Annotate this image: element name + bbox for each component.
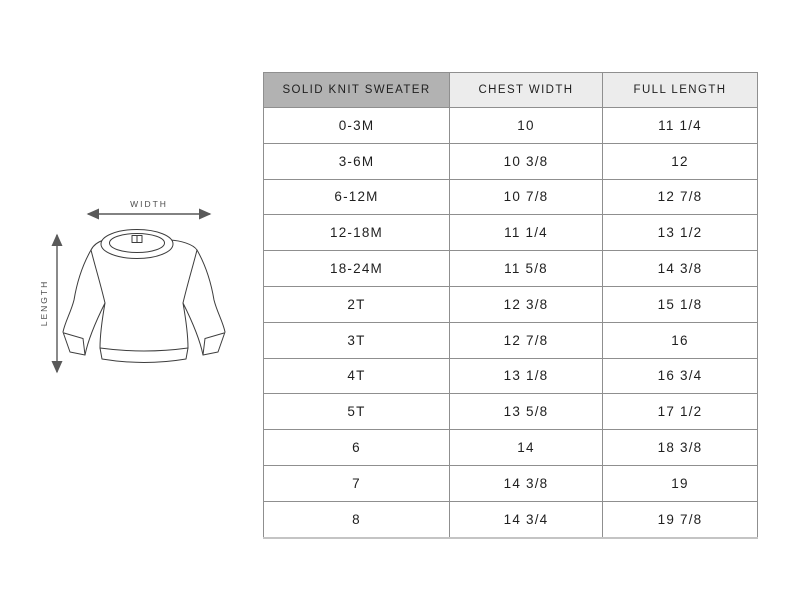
size-cell: 6 xyxy=(264,430,450,466)
size-cell: 2T xyxy=(264,286,450,322)
chest-width-cell: 10 7/8 xyxy=(450,179,603,215)
size-cell: 8 xyxy=(264,501,450,537)
table-row xyxy=(264,108,758,144)
full-length-cell: 16 xyxy=(603,322,758,358)
chest-width-cell: 14 xyxy=(450,430,603,466)
chest-width-cell: 10 3/8 xyxy=(450,143,603,179)
chest-width-cell: 14 3/8 xyxy=(450,465,603,501)
sweater-measurement-diagram xyxy=(28,190,243,390)
table-row xyxy=(264,251,758,287)
chest-width-cell: 14 3/4 xyxy=(450,501,603,537)
chest-width-cell: 11 5/8 xyxy=(450,251,603,287)
table-row xyxy=(264,465,758,501)
length-arrow xyxy=(39,235,57,372)
chest-width-cell: 12 7/8 xyxy=(450,322,603,358)
chest-width-cell: 12 3/8 xyxy=(450,286,603,322)
table-row xyxy=(264,430,758,466)
chest-width-cell: 10 xyxy=(450,108,603,144)
chest-width-cell: 13 1/8 xyxy=(450,358,603,394)
full-length-cell: 11 1/4 xyxy=(603,108,758,144)
size-cell: 7 xyxy=(264,465,450,501)
table-row xyxy=(264,143,758,179)
full-length-cell: 18 3/8 xyxy=(603,430,758,466)
size-cell: 4T xyxy=(264,358,450,394)
header-row xyxy=(264,73,758,108)
table-row xyxy=(264,215,758,251)
size-cell: 3T xyxy=(264,322,450,358)
full-length-cell: 15 1/8 xyxy=(603,286,758,322)
table-row xyxy=(264,286,758,322)
full-length-cell: 16 3/4 xyxy=(603,358,758,394)
full-length-cell: 12 xyxy=(603,143,758,179)
full-length-cell: 14 3/8 xyxy=(603,251,758,287)
full-length-cell: 12 7/8 xyxy=(603,179,758,215)
chest-width-cell: 13 5/8 xyxy=(450,394,603,430)
size-cell: 3-6M xyxy=(264,143,450,179)
full-length-cell: 19 xyxy=(603,465,758,501)
size-cell: 0-3M xyxy=(264,108,450,144)
table-row xyxy=(264,394,758,430)
size-chart-table xyxy=(263,72,758,539)
column-header-full-length: FULL LENGTH xyxy=(603,73,758,108)
table-row xyxy=(264,501,758,537)
size-cell: 12-18M xyxy=(264,215,450,251)
full-length-cell: 13 1/2 xyxy=(603,215,758,251)
width-label: WIDTH xyxy=(130,199,168,209)
sweater-drawing xyxy=(63,230,225,363)
chest-width-cell: 11 1/4 xyxy=(450,215,603,251)
width-arrow xyxy=(88,199,210,214)
column-header-chest-width: CHEST WIDTH xyxy=(450,73,603,108)
size-cell: 5T xyxy=(264,394,450,430)
table-row xyxy=(264,358,758,394)
full-length-cell: 17 1/2 xyxy=(603,394,758,430)
size-chart xyxy=(263,72,758,539)
table-row xyxy=(264,179,758,215)
length-label: LENGTH xyxy=(39,279,49,327)
table-row xyxy=(264,322,758,358)
size-cell: 6-12M xyxy=(264,179,450,215)
table-header xyxy=(264,73,758,108)
column-header-product: SOLID KNIT SWEATER xyxy=(264,73,450,108)
size-cell: 18-24M xyxy=(264,251,450,287)
table-body xyxy=(264,108,758,538)
full-length-cell: 19 7/8 xyxy=(603,501,758,537)
